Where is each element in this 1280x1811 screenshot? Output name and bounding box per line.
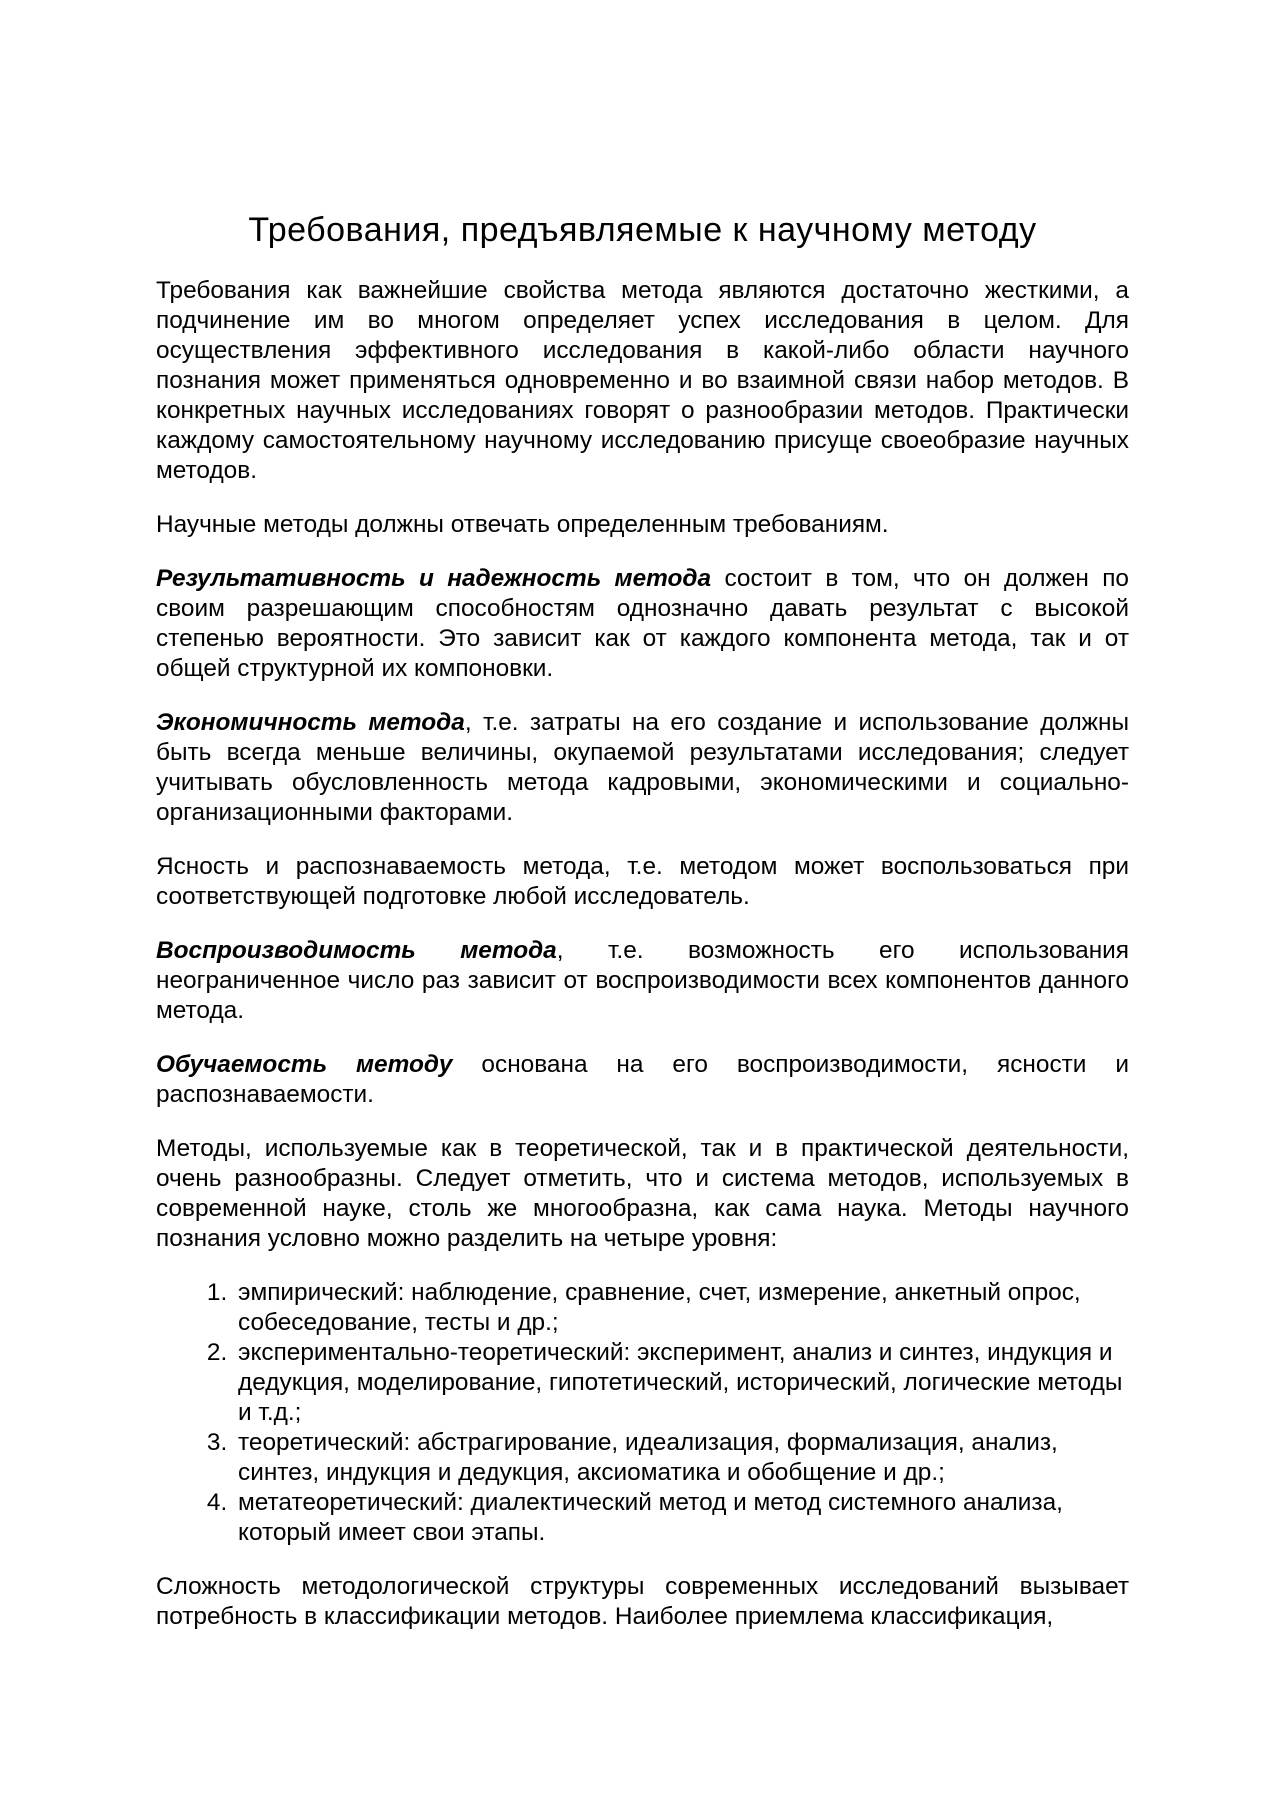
term-reproducibility: Воспроизводимость метода: [156, 937, 557, 964]
paragraph-economy-text: , т.е. затраты на его создание и использование должны быть всегда меньше величины, окупаемой результатами исследования; следует учитывать обусловленность метода кадровыми, экономическими и социально-организационными факторами.: [156, 709, 1130, 826]
paragraph-methods-diversity: Методы, используемые как в теоретической, так и в практической деятельности, очень разнообразны. Следует отметить, что и система методов, используемых в современной науке, столь же многообразна, как сама наука. Методы научного познания условно можно разделить на четыре уровня:: [156, 1135, 1129, 1252]
paragraph-learnability: [156, 1050, 1129, 1110]
paragraph-learnability-text: основана на его воспроизводимости, ясности и распознаваемости.: [156, 1051, 1129, 1108]
list-item: 4. метатеоретический: диалектический метод и метод системного анализа, который имеет свои этапы.: [234, 1488, 1129, 1548]
list-item: 3. теоретический: абстрагирование, идеализация, формализация, анализ, синтез, индукция и дедукция, аксиоматика и обобщение и др.;: [234, 1428, 1129, 1488]
list-item: 1. эмпирический: наблюдение, сравнение, счет, измерение, анкетный опрос, собеседование, тесты и др.;: [234, 1278, 1129, 1338]
term-economy: Экономичность метода: [156, 709, 465, 736]
paragraph-reliability-text: состоит в том, что он должен по своим разрешающим способностям однозначно давать результат с высокой степенью вероятности. Это зависит как от каждого компонента метода, так и от общей структурной их компоновки.: [156, 565, 1129, 682]
term-learnability: Обучаемость методу: [156, 1051, 453, 1078]
levels-list: [156, 1278, 1129, 1548]
paragraph-clarity: Ясность и распознаваемость метода, т.е. методом может воспользоваться при соответствующей подготовке любой исследователь.: [156, 853, 1129, 910]
list-item: 2. экспериментально-теоретический: эксперимент, анализ и синтез, индукция и дедукция, моделирование, гипотетический, исторический, логические методы и т.д.;: [234, 1338, 1129, 1428]
paragraph-reproducibility: [156, 936, 1129, 1026]
paragraph-reproducibility-text: , т.е. возможность его использования неограниченное число раз зависит от воспроизводимости всех компонентов данного метода.: [156, 937, 1129, 1024]
paragraph-intro: Требования как важнейшие свойства метода являются достаточно жесткими, а подчинение им во многом определяет успех исследования в целом. Для осуществления эффективного исследования в какой-либо области научного познания может применяться одновременно и во взаимной связи набор методов. В конкретных научных исследованиях говорят о разнообразии методов. Практически каждому самостоятельному научному исследованию присуще своеобразие научных методов.: [156, 277, 1129, 484]
paragraph-classification: Сложность методологической структуры современных исследований вызывает потребность в классификации методов. Наиболее приемлема классификация,: [156, 1573, 1129, 1630]
paragraph-economy: [156, 708, 1129, 828]
document-page: [156, 206, 1129, 1656]
paragraph-reliability: [156, 564, 1129, 684]
page-title: Требования, предъявляемые к научному методу: [248, 211, 1037, 249]
paragraph-requirements: Научные методы должны отвечать определенным требованиям.: [156, 511, 889, 538]
term-reliability: Результативность и надежность метода: [156, 565, 712, 592]
